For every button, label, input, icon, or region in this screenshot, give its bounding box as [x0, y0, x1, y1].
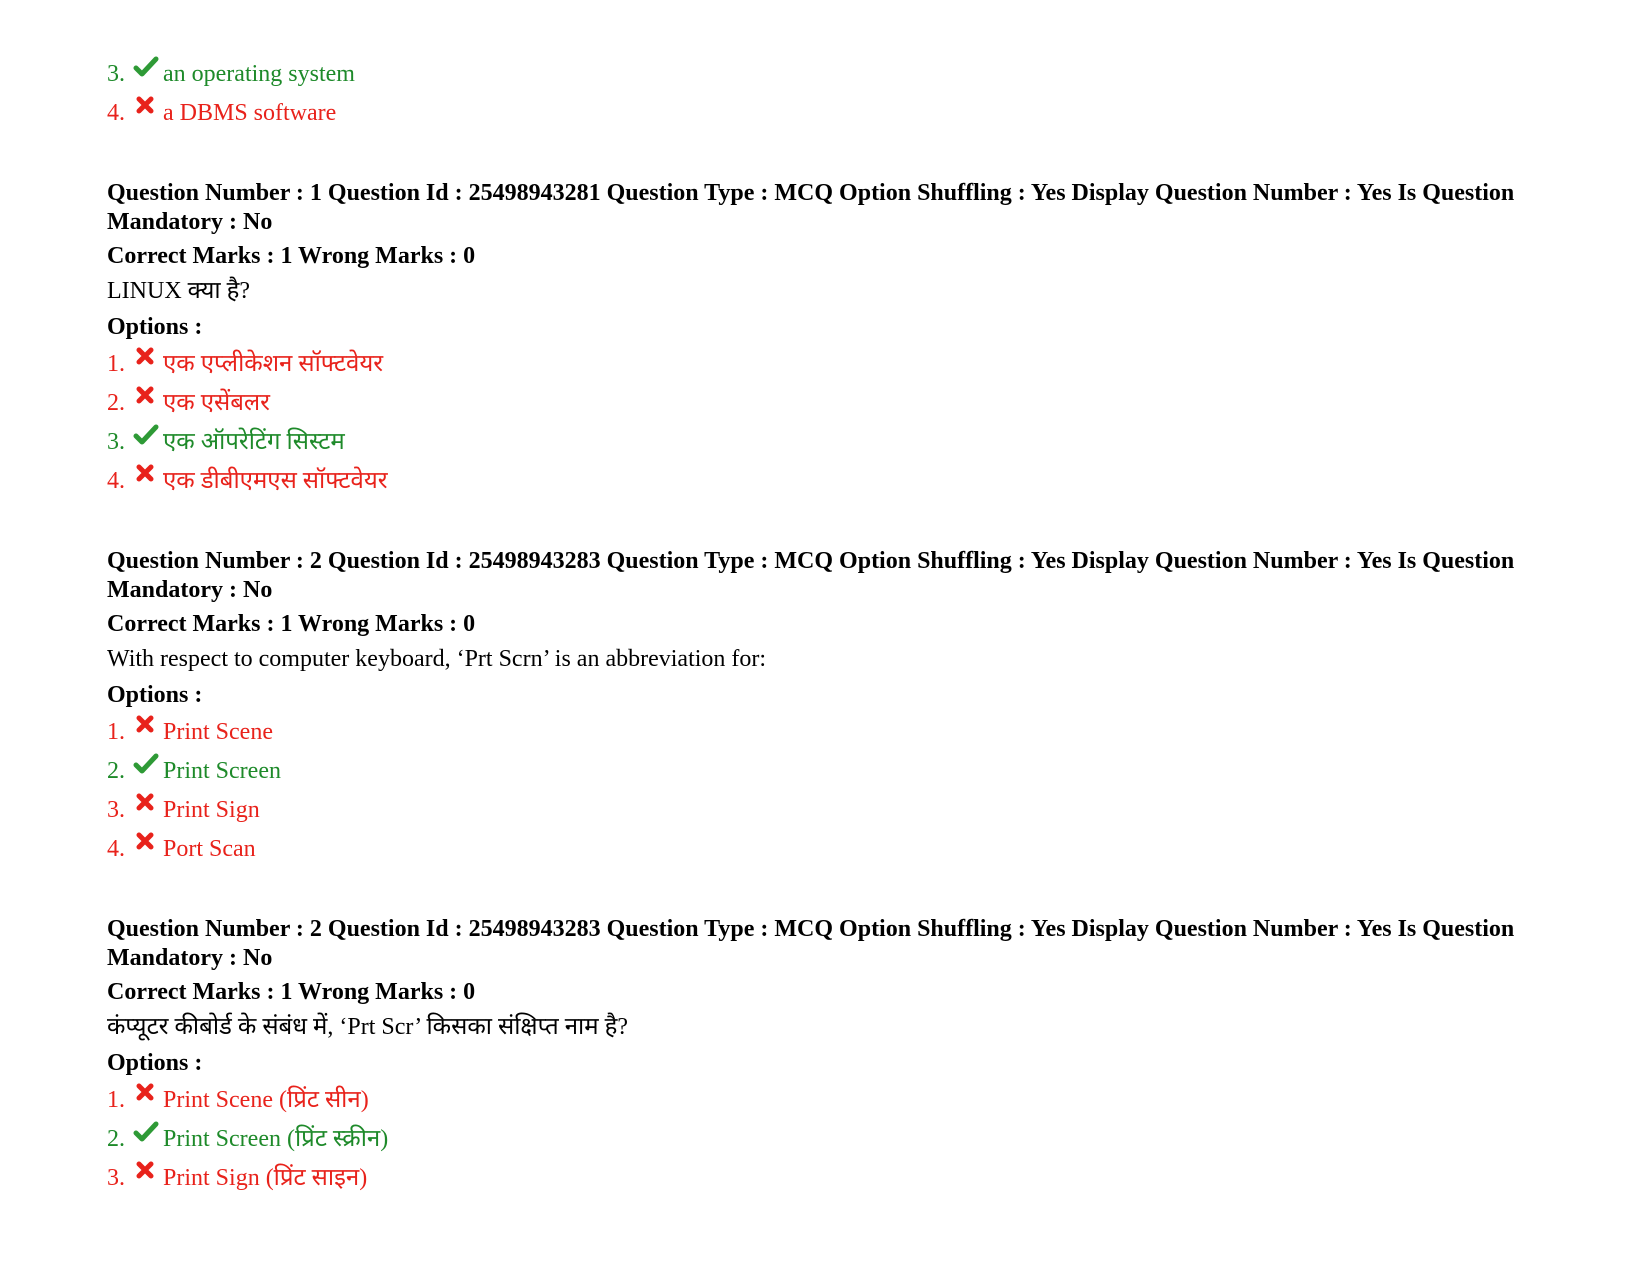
cross-icon — [133, 835, 163, 863]
cross-icon — [133, 796, 163, 824]
question-marks: Correct Marks : 1 Wrong Marks : 0 — [107, 611, 476, 637]
option-item — [107, 1086, 1547, 1125]
option-text: Print Scene (प्रिंट सीन) — [163, 1087, 369, 1113]
option-item — [107, 835, 1547, 874]
question-text: LINUX क्या है? — [107, 278, 251, 304]
cross-icon — [133, 99, 163, 127]
option-text: एक एसेंबलर — [163, 390, 270, 416]
question-text: With respect to computer keyboard, ‘Prt Scrn’ is an abbreviation for: — [107, 646, 767, 672]
check-icon — [133, 60, 163, 88]
option-item — [107, 467, 1547, 506]
option-text: a DBMS software — [163, 100, 337, 126]
options-label: Options : — [107, 314, 203, 340]
option-number: 4. — [107, 468, 125, 494]
option-number: 1. — [107, 351, 125, 377]
option-item — [107, 60, 1547, 99]
option-text: Print Scene — [163, 719, 273, 745]
check-icon — [133, 428, 163, 456]
option-item — [107, 796, 1547, 835]
options-label: Options : — [107, 1050, 203, 1076]
question-block — [107, 179, 1547, 506]
option-number: 3. — [107, 61, 125, 87]
option-number: 4. — [107, 100, 125, 126]
question-block — [107, 915, 1547, 1203]
option-text: Print Screen — [163, 758, 281, 784]
option-number: 3. — [107, 429, 125, 455]
question-text: कंप्यूटर कीबोर्ड के संबंध में, ‘Prt Scr’ किसका संक्षिप्त नाम है? — [107, 1014, 628, 1040]
question-block — [107, 547, 1547, 874]
question-marks: Correct Marks : 1 Wrong Marks : 0 — [107, 243, 476, 269]
question-meta: Question Number : 2 Question Id : 25498943283 Question Type : MCQ Option Shuffling : Yes Display Question Number : Yes Is Question Mandatory : No — [107, 548, 1515, 603]
option-number: 2. — [107, 390, 125, 416]
option-text: एक एप्लीकेशन सॉफ्टवेयर — [163, 351, 384, 377]
question-meta: Question Number : 2 Question Id : 25498943283 Question Type : MCQ Option Shuffling : Yes Display Question Number : Yes Is Question Mandatory : No — [107, 916, 1515, 971]
option-text: एक ऑपरेटिंग सिस्टम — [163, 429, 345, 455]
option-item — [107, 718, 1547, 757]
check-icon — [133, 1125, 163, 1153]
option-item — [107, 757, 1547, 796]
option-number: 3. — [107, 797, 125, 823]
option-number: 2. — [107, 758, 125, 784]
option-item — [107, 1125, 1547, 1164]
option-item — [107, 389, 1547, 428]
option-number: 1. — [107, 719, 125, 745]
options-label: Options : — [107, 682, 203, 708]
cross-icon — [133, 350, 163, 378]
cross-icon — [133, 1164, 163, 1192]
cross-icon — [133, 718, 163, 746]
option-number: 4. — [107, 836, 125, 862]
option-number: 1. — [107, 1087, 125, 1113]
option-item — [107, 1164, 1547, 1203]
option-text: an operating system — [163, 61, 355, 87]
option-item — [107, 99, 1547, 138]
option-text: Port Scan — [163, 836, 256, 862]
option-text: Print Sign (प्रिंट साइन) — [163, 1165, 368, 1191]
option-text: Print Sign — [163, 797, 260, 823]
option-item — [107, 428, 1547, 467]
option-text: एक डीबीएमएस सॉफ्टवेयर — [163, 468, 388, 494]
option-number: 2. — [107, 1126, 125, 1152]
option-number: 3. — [107, 1165, 125, 1191]
question-marks: Correct Marks : 1 Wrong Marks : 0 — [107, 979, 476, 1005]
check-icon — [133, 757, 163, 785]
cross-icon — [133, 1086, 163, 1114]
cross-icon — [133, 467, 163, 495]
question-meta: Question Number : 1 Question Id : 25498943281 Question Type : MCQ Option Shuffling : Yes Display Question Number : Yes Is Question Mandatory : No — [107, 180, 1515, 235]
option-text: Print Screen (प्रिंट स्क्रीन) — [163, 1126, 389, 1152]
cross-icon — [133, 389, 163, 417]
document-page — [107, 60, 1547, 1203]
option-item — [107, 350, 1547, 389]
